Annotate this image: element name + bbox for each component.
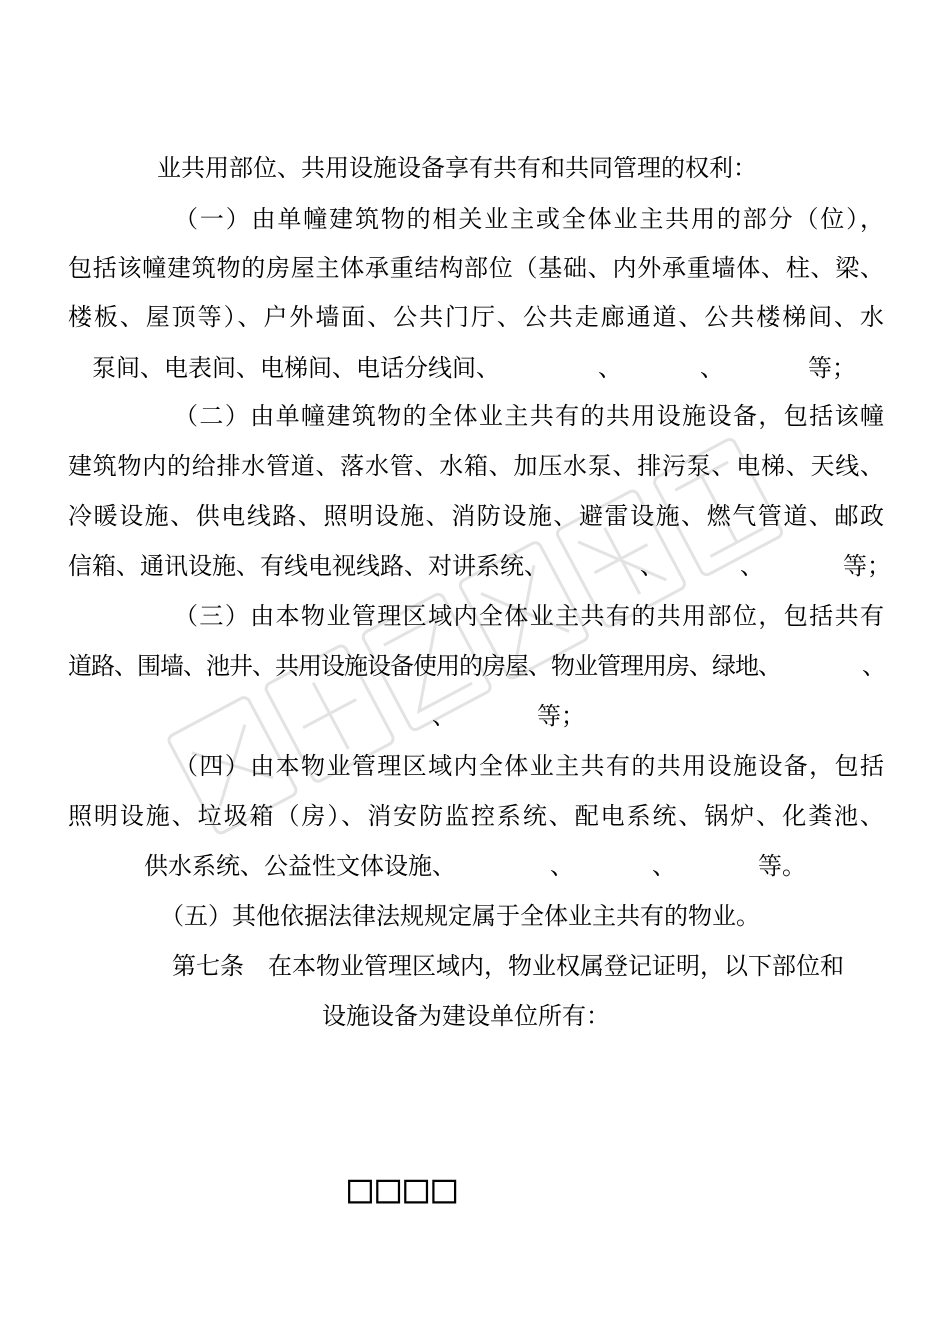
text-line: 业共用部位、共用设施设备享有共有和共同管理的权利： [157,154,757,182]
text-line: （五）其他依据法律法规规定属于全体业主共有的物业。 [160,902,760,930]
text-line: （四）由本物业管理区域内全体业主共有的共用设施设备，包括 [174,752,884,780]
text-fragment: 、 [640,552,664,580]
text-line: 道路、围墙、池井、共用设施设备使用的房屋、物业管理用房、绿地、 [68,652,781,680]
text-line: 冷暖设施、供电线路、照明设施、消防设施、避雷设施、燃气管道、邮政 [68,502,884,530]
text-line: 供水系统、公益性文体设施、 [144,852,456,880]
text-fragment: 等； [808,354,856,382]
text-line: 设施设备为建设单位所有： [322,1002,610,1030]
text-fragment: 等。 [758,852,806,880]
text-line: 照明设施、垃圾箱（房）、消安防监控系统、配电系统、锅炉、化粪池、 [68,802,884,830]
text-fragment: 等； [843,552,891,580]
text-line: 楼板、屋顶等）、户外墙面、公共门厅、公共走廊通道、公共楼梯间、水 [68,303,884,331]
text-line: 信箱、通讯设施、有线电视线路、对讲系统、 [68,552,548,580]
text-fragment: 、 [598,354,622,382]
text-line: （三）由本物业管理区域内全体业主共有的共用部位，包括共有 [174,602,884,630]
text-line: 建筑物内的给排水管道、落水管、水箱、加压水泵、排污泵、电梯、天线、 [68,452,884,480]
text-fragment: 、 [432,702,456,730]
text-line: （二）由单幢建筑物的全体业主共有的共用设施设备，包括该幢 [174,402,884,430]
text-fragment: 等； [537,702,585,730]
text-line: 泵间、电表间、电梯间、电话分线间、 [92,354,500,382]
text-line: （一）由单幢建筑物的相关业主或全体业主共用的部分（位）， [174,205,884,233]
text-line: 包括该幢建筑物的房屋主体承重结构部位（基础、内外承重墙体、柱、梁、 [68,254,884,282]
text-fragment: 、 [700,354,724,382]
text-fragment: 、 [652,852,676,880]
article-heading-line: 第七条 在本物业管理区域内，物业权属登记证明，以下部位和 [172,952,844,980]
text-fragment: 、 [550,852,574,880]
missing-glyphs: □□□□ [348,1166,461,1212]
text-fragment: 、 [740,552,764,580]
text-fragment: 、 [862,652,886,680]
